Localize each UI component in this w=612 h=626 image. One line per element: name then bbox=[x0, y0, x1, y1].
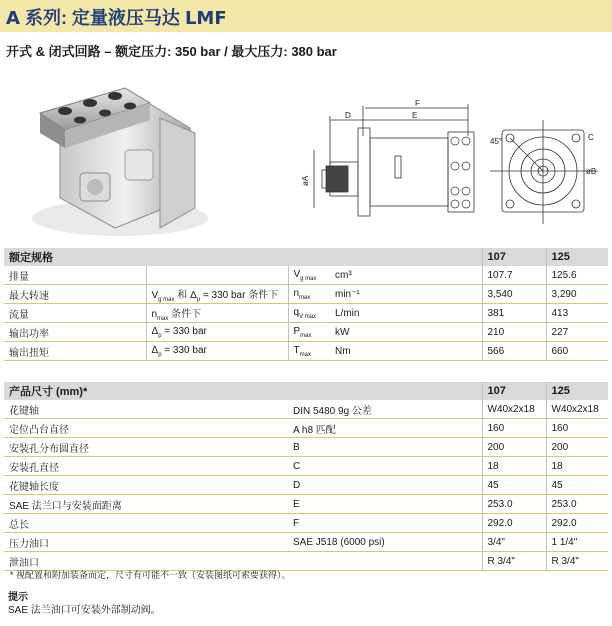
spec-name: 流量 bbox=[4, 304, 146, 323]
dim-ref: B bbox=[288, 438, 482, 457]
spec-value-107: 107.7 bbox=[482, 266, 546, 285]
table-row bbox=[4, 514, 608, 533]
dim-name: 总长 bbox=[4, 514, 288, 533]
dim-value-107: 18 bbox=[482, 457, 546, 476]
series-letter: A bbox=[6, 8, 20, 29]
subtitle: 开式 & 闭式回路 – 额定压力: 350 bar / 最大压力: 380 bar bbox=[6, 44, 337, 59]
dim-value-125: 253.0 bbox=[546, 495, 608, 514]
spec-symbol: $q_{V max}$ bbox=[288, 304, 330, 323]
dim-name: 安装孔直径 bbox=[4, 457, 288, 476]
dim-label-c: C bbox=[588, 133, 594, 142]
dim-col-125-label: 125 bbox=[546, 382, 608, 400]
dim-value-125: 45 bbox=[546, 476, 608, 495]
dim-name: 泄油口 bbox=[4, 552, 288, 571]
spec-value-107: 210 bbox=[482, 323, 546, 342]
hint-title: 提示 bbox=[8, 592, 28, 603]
model-name: LMF bbox=[184, 8, 227, 29]
spec-symbol: $V_{g max}$ bbox=[288, 266, 330, 285]
col-125-label: 125 bbox=[546, 248, 608, 266]
table-row bbox=[4, 438, 608, 457]
dim-ref: D bbox=[288, 476, 482, 495]
spec-name: 排量 bbox=[4, 266, 146, 285]
page-title bbox=[6, 4, 227, 30]
dimensions-title: 产品尺寸 (mm)* bbox=[4, 382, 482, 400]
table-row bbox=[4, 495, 608, 514]
dim-value-125: 1 1/4" bbox=[546, 533, 608, 552]
dim-col-107-label: 107 bbox=[482, 382, 546, 400]
table-row bbox=[4, 419, 608, 438]
dim-name: 花键轴长度 bbox=[4, 476, 288, 495]
table-row bbox=[4, 266, 608, 285]
spec-unit: kW bbox=[330, 323, 482, 342]
dim-value-125: 160 bbox=[546, 419, 608, 438]
dim-label-a: øA bbox=[301, 175, 310, 186]
dim-value-107: R 3/4" bbox=[482, 552, 546, 571]
dim-value-107: 160 bbox=[482, 419, 546, 438]
spec-unit: Nm bbox=[330, 342, 482, 361]
spec-condition: $\Delta_p = 330$ bar bbox=[146, 342, 288, 361]
spec-condition: $V_{g max}$ 和 $\Delta_p = 330$ bar 条件下 bbox=[146, 285, 288, 304]
col-107-label: 107 bbox=[482, 248, 546, 266]
spec-symbol: $n_{max}$ bbox=[288, 285, 330, 304]
spec-unit: L/min bbox=[330, 304, 482, 323]
table-row bbox=[4, 304, 608, 323]
spec-name: 输出功率 bbox=[4, 323, 146, 342]
rated-specs-header-row bbox=[4, 248, 608, 266]
dim-ref: A h8 匹配 bbox=[288, 419, 482, 438]
dim-value-125: R 3/4" bbox=[546, 552, 608, 571]
dim-name: SAE 法兰口与安装面距离 bbox=[4, 495, 288, 514]
dim-ref: SAE J518 (6000 psi) bbox=[288, 533, 482, 552]
dim-ref: DIN 5480 9g 公差 bbox=[288, 400, 482, 419]
dim-ref: E bbox=[288, 495, 482, 514]
dim-value-125: 200 bbox=[546, 438, 608, 457]
table-row bbox=[4, 533, 608, 552]
spec-value-125: 125.6 bbox=[546, 266, 608, 285]
dim-value-107: 45 bbox=[482, 476, 546, 495]
spec-condition: $n_{max}$ 条件下 bbox=[146, 304, 288, 323]
spec-value-107: 3,540 bbox=[482, 285, 546, 304]
spec-name: 输出扭矩 bbox=[4, 342, 146, 361]
spec-condition: $\Delta_p = 330$ bar bbox=[146, 323, 288, 342]
spec-unit: min⁻¹ bbox=[330, 285, 482, 304]
spec-value-125: 413 bbox=[546, 304, 608, 323]
spec-value-107: 566 bbox=[482, 342, 546, 361]
footnote: * 视配置和附加装备而定，尺寸有可能不一致（安装图纸可索要获得）。 bbox=[10, 570, 291, 580]
dim-label-d: D bbox=[345, 111, 351, 120]
spec-unit: cm³ bbox=[330, 266, 482, 285]
dim-name: 压力油口 bbox=[4, 533, 288, 552]
table-row bbox=[4, 285, 608, 304]
spec-value-107: 381 bbox=[482, 304, 546, 323]
dim-name: 定位凸台直径 bbox=[4, 419, 288, 438]
dim-ref: C bbox=[288, 457, 482, 476]
motor-photo bbox=[20, 78, 208, 246]
dim-ref bbox=[288, 552, 482, 571]
dim-value-107: 292.0 bbox=[482, 514, 546, 533]
spec-symbol: $T_{max}$ bbox=[288, 342, 330, 361]
dim-value-125: 292.0 bbox=[546, 514, 608, 533]
spec-condition bbox=[146, 266, 288, 285]
table-row bbox=[4, 342, 608, 361]
side-view-drawing bbox=[300, 96, 503, 226]
spec-symbol: $P_{max}$ bbox=[288, 323, 330, 342]
dim-value-107: 200 bbox=[482, 438, 546, 457]
rated-specs-title-cell: 额定规格 bbox=[4, 248, 482, 266]
dim-name: 安装孔分布圆直径 bbox=[4, 438, 288, 457]
dimensions-header-row bbox=[4, 382, 608, 400]
table-row bbox=[4, 400, 608, 419]
table-row bbox=[4, 457, 608, 476]
dim-value-107: 3/4" bbox=[482, 533, 546, 552]
dim-name: 花键轴 bbox=[4, 400, 288, 419]
spec-value-125: 227 bbox=[546, 323, 608, 342]
dimensions-table bbox=[4, 382, 608, 571]
dim-label-f: F bbox=[415, 99, 420, 108]
series-text: 系列: 定量液压马达 bbox=[19, 8, 185, 28]
spec-name: 最大转速 bbox=[4, 285, 146, 304]
dim-ref: F bbox=[288, 514, 482, 533]
end-view-drawing bbox=[490, 112, 602, 232]
rated-specs-body bbox=[4, 248, 608, 361]
hint-text: SAE 法兰油口可安装外部制动阀。 bbox=[8, 605, 161, 616]
dim-label-e: E bbox=[412, 111, 418, 120]
dim-value-107: W40x2x18 bbox=[482, 400, 546, 419]
spec-value-125: 3,290 bbox=[546, 285, 608, 304]
dim-label-b: øB bbox=[586, 167, 597, 176]
dim-value-107: 253.0 bbox=[482, 495, 546, 514]
spec-value-125: 660 bbox=[546, 342, 608, 361]
table-row bbox=[4, 323, 608, 342]
table-row bbox=[4, 476, 608, 495]
dim-label-angle: 45° bbox=[490, 137, 503, 146]
dim-value-125: W40x2x18 bbox=[546, 400, 608, 419]
dim-value-125: 18 bbox=[546, 457, 608, 476]
